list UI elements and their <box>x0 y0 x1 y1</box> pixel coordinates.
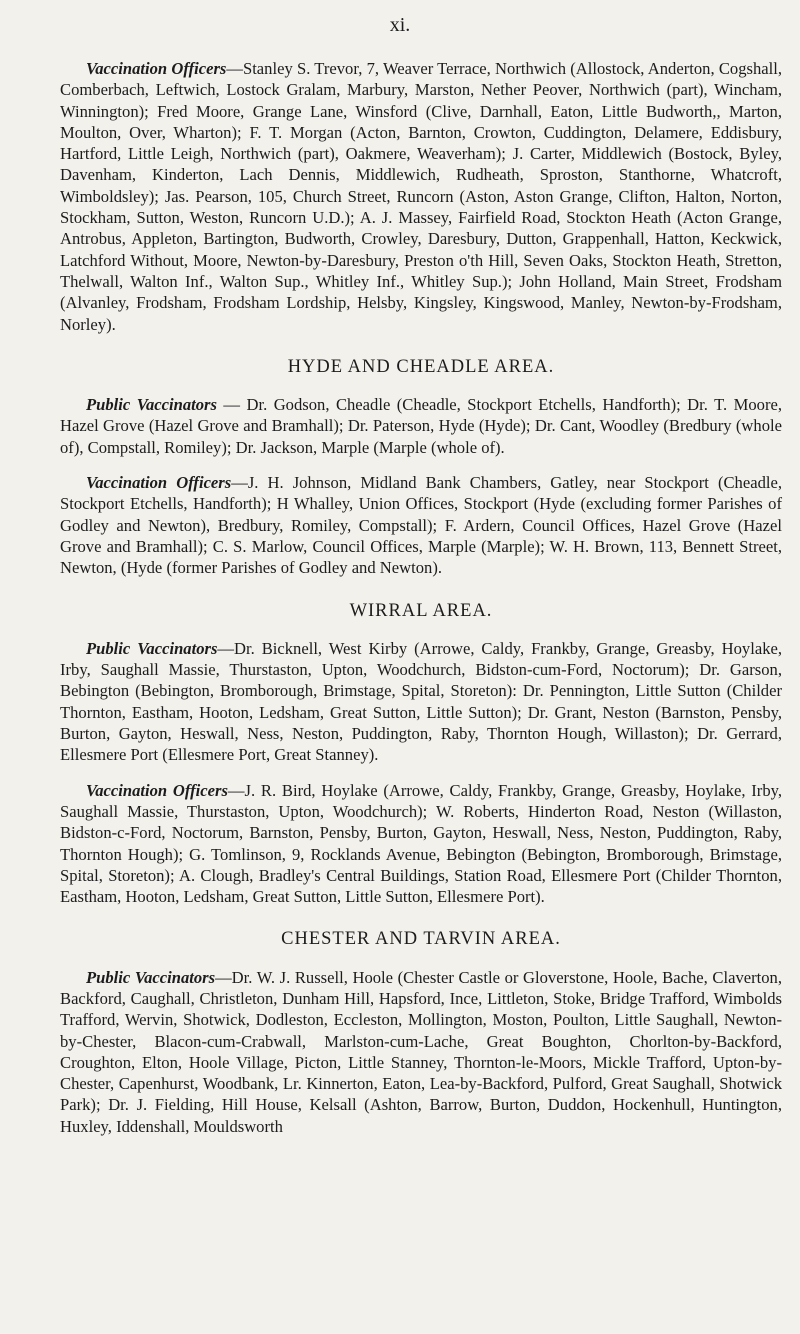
section-heading-hyde-cheadle: HYDE AND CHEADLE AREA. <box>287 356 555 377</box>
intro-officers-paragraph <box>60 58 782 335</box>
page-body <box>60 58 782 1137</box>
section-heading-wirral: WIRRAL AREA. <box>349 600 493 621</box>
hyde-officers-label: Vaccination Officers <box>86 473 232 493</box>
chester-vaccinators-paragraph <box>60 967 782 1137</box>
wirral-officers-text: —J. R. Bird, Hoylake (Arrowe, Caldy, Frankby, Grange, Greasby, Hoylake, Irby, Saughall Massie, Thurstaston, Upton, Woodchurch); W. Roberts, Hinderton Road, Neston (Willaston, Bidston-c-Ford, Noctorum, Barnston, Pensby, Burton, Gayton, Heswall, Ness, Neston, Puddington, Raby, Thornton Hough); G. Tomlinson, 9, Rocklands Avenue, Bebington (Bebington, Bromborough, Brimstage, Spital, Storeton); A. Clough, Bradley's Central Buildings, Station Road, Ellesmere Port (Childer Thornton, Eastham, Hooton, Ledsham, Great Sutton, Little Sutton, Ellesmere Port). <box>60 780 782 907</box>
intro-officers-label: Vaccination Officers <box>86 59 227 78</box>
intro-officers-text: —Stanley S. Trevor, 7, Weaver Terrace, Northwich (Allostock, Anderton, Cogshall, Comberbach, Leftwich, Lostock Gralam, Marbury, Marston, Nether Peover, Northwich (part), Wincham, Winnington); Fred Moore, Grange Lane, Winsford (Clive, Darnhall, Eaton, Little Budworth,, Marton, Moulton, Over, Wharton); F. T. Morgan (Acton, Barnton, Crowton, Cuddington, Delamere, Eddisbury, Hartford, Little Leigh, Northwich (part), Oakmere, Weaverham); J. Carter, Middlewich (Bostock, Byley, Davenham, Kinderton, Lach Dennis, Middlewich, Rudheath, Sproston, Stanthorne, Whatcroft, Wimboldsley); Jas. Pearson, 105, Church Street, Runcorn (Aston, Aston Grange, Clifton, Halton, Norton, Stockham, Sutton, Weston, Runcorn U.D.); A. J. Massey, Fairfield Road, Stockton Heath (Acton Grange, Antrobus, Appleton, Bartington, Budworth, Crowley, Daresbury, Dutton, Grappenhall, Hatton, Keckwick, Latchford Without, Moore, Newton-by-Daresbury, Preston o'th Hill, Seven Oaks, Stockton Heath, Stretton, Thelwall, Walton Inf., Walton Sup., Whitley Inf., Whitley Sup.); John Holland, Main Street, Frodsham (Alvanley, Frodsham, Frodsham Lordship, Helsby, Kingsley, Kingswood, Manley, Newton-by-Frodsham, Norley). <box>60 59 782 334</box>
hyde-vaccinators-text: — Dr. Godson, Cheadle (Cheadle, Stockport Etchells, Handforth); Dr. T. Moore, Hazel Grove (Hazel Grove and Bramhall); Dr. Paterson, Hyde (Hyde); Dr. Cant, Woodley (Bredbury (whole of), Compstall, Romiley); Dr. Jackson, Marple (Marple (whole of). <box>60 395 783 457</box>
hyde-officers-paragraph <box>60 472 782 578</box>
hyde-vaccinators-paragraph <box>60 394 782 458</box>
chester-vaccinators-label: Public Vaccinators <box>86 967 216 987</box>
page-number: xi. <box>389 14 411 36</box>
wirral-vaccinators-text: —Dr. Bicknell, West Kirby (Arrowe, Caldy, Frankby, Grange, Greasby, Hoylake, Irby, Saughall Massie, Thurstaston, Upton, Woodchurch, Bidston-cum-Ford, Noctorum); Dr. Garson, Bebington (Bebington, Bromborough, Brimstage, Spital, Storeton): Dr. Pennington, Little Sutton (Childer Thornton, Eastham, Hooton, Ledsham, Great Sutton, Little Sutton); Dr. Grant, Neston (Barnston, Pensby, Burton, Gayton, Heswall, Ness, Neston, Puddington, Raby, Thornton Hough, Willaston); Dr. Gerrard, Ellesmere Port (Ellesmere Port, Great Stanney). <box>60 638 783 765</box>
wirral-vaccinators-label: Public Vaccinators <box>86 638 218 658</box>
hyde-officers-text: —J. H. Johnson, Midland Bank Chambers, Gatley, near Stockport (Cheadle, Stockport Etchells, Handforth); H Whalley, Union Offices, Stockport (Hyde (excluding former Parishes of Godley and Newton), Bredbury, Romiley, Compstall); F. Ardern, Council Offices, Hazel Grove (Hazel Grove and Bramhall); C. S. Marlow, Council Offices, Marple (Marple); W. H. Brown, 113, Bennett Street, Newton, (Hyde (former Parishes of Godley and Newton). <box>60 473 782 578</box>
chester-vaccinators-text: —Dr. W. J. Russell, Hoole (Chester Castle or Gloverstone, Hoole, Bache, Claverton, Backford, Caughall, Christleton, Dunham Hill, Hapsford, Ince, Littleton, Stoke, Bridge Trafford, Wimbolds Trafford, Wervin, Shotwick, Dodleston, Eccleston, Mollington, Moston, Poulton, Little Saughall, Newton-by-Chester, Blacon-cum-Crabwall, Marlston-cum-Lache, Great Boughton, Chorlton-by-Backford, Croughton, Elton, Hoole Village, Picton, Little Stanney, Thornton-le-Moors, Mickle Trafford, Upton-by-Chester, Capenhurst, Woodbank, Lr. Kinnerton, Eaton, Lea-by-Backford, Pulford, Great Saughall, Shotwick Park); Dr. J. Fielding, Hill House, Kelsall (Ashton, Barrow, Burton, Duddon, Hockenhull, Huntington, Huxley, Iddenshall, Mouldsworth <box>60 967 782 1136</box>
wirral-officers-label: Vaccination Officers <box>86 780 228 800</box>
hyde-vaccinators-label: Public Vaccinators <box>86 395 217 415</box>
wirral-officers-paragraph <box>60 780 782 908</box>
section-heading-chester-tarvin: CHESTER AND TARVIN AREA. <box>281 929 561 950</box>
wirral-vaccinators-paragraph <box>60 638 782 766</box>
